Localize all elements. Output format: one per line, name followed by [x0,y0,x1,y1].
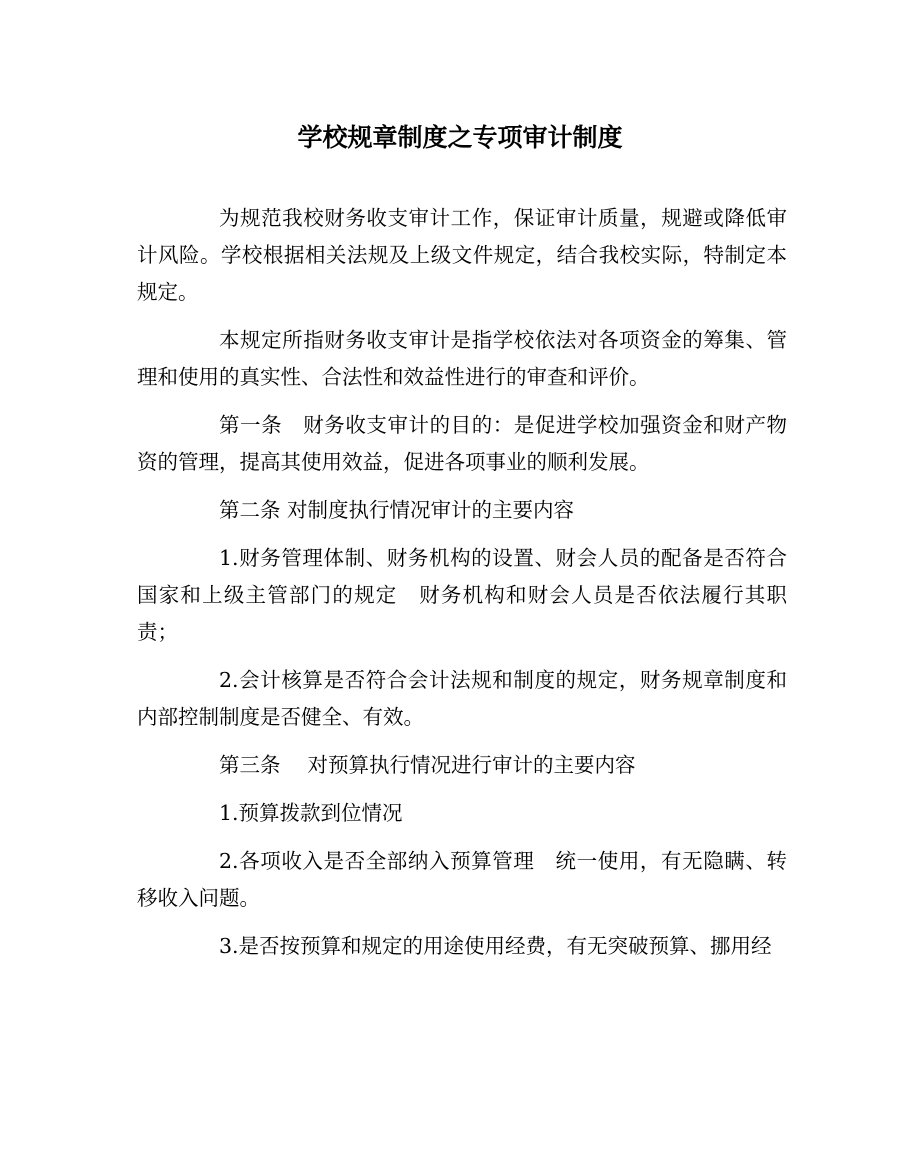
paragraph-article-2-item-1: 1.财务管理体制、财务机构的设置、财会人员的配备是否符合国家和上级主管部门的规定 财务机构和财会人员是否依法履行其职责； [137,546,787,644]
paragraph-article-3-item-1: 1.预算拨款到位情况 [219,801,403,825]
document-body [137,200,787,976]
paragraph-intro: 为规范我校财务收支审计工作，保证审计质量，规避或降低审计风险。学校根据相关法规及上级文件规定，结合我校实际，特制定本规定。 [137,206,787,304]
paragraph-article-2-item-2: 2.会计核算是否符合会计法规和制度的规定，财务规章制度和内部控制制度是否健全、有效。 [137,668,787,729]
paragraph-definition: 本规定所指财务收支审计是指学校依法对各项资金的筹集、管理和使用的真实性、合法性和效益性进行的审查和评价。 [137,328,787,389]
paragraph-article-3-item-3: 3.是否按预算和规定的用途使用经费，有无突破预算、挪用经 [219,934,772,958]
paragraph-article-1: 第一条 财务收支审计的目的：是促进学校加强资金和财产物资的管理，提高其使用效益，促进各项事业的顺利发展。 [137,413,787,474]
paragraph-article-3-item-2: 2.各项收入是否全部纳入预算管理 统一使用，有无隐瞒、转移收入问题。 [137,849,787,910]
paragraph-article-3-heading: 第三条 对预算执行情况进行审计的主要内容 [219,753,636,777]
document-title: 学校规章制度之专项审计制度 [297,123,623,152]
paragraph-article-2-heading: 第二条 对制度执行情况审计的主要内容 [219,498,575,522]
